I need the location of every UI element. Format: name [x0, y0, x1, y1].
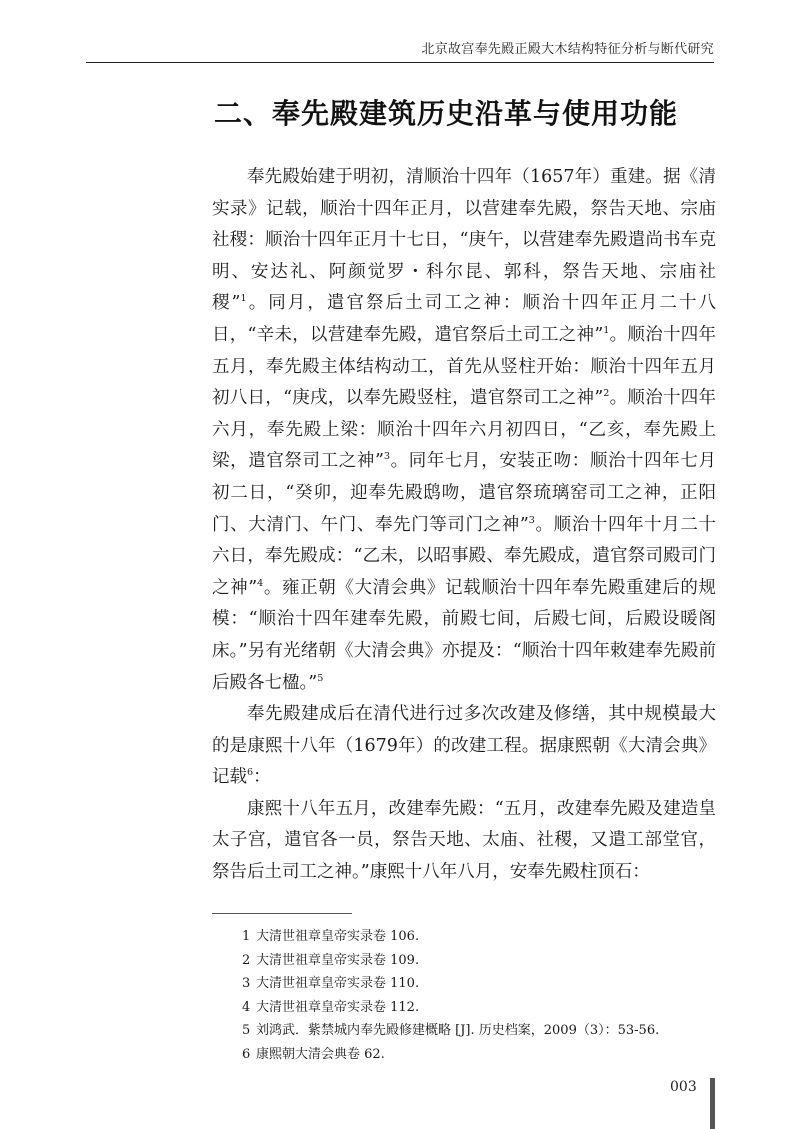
paragraph: [212, 699, 716, 794]
footnote-rule: [212, 913, 352, 914]
footnote-ref[interactable]: 5: [317, 672, 324, 684]
paragraph: [212, 794, 716, 889]
running-header: 北京故宫奉先殿正殿大木结构特征分析与断代研究: [421, 42, 714, 57]
text-run: 康熙十八年五月，改建奉先殿：“五月，改建奉先殿及建造皇太子宫，遣官各一员，祭告天地、太庙、社稷，又遣工部堂官，祭告后土司工之神。”康熙十八年八月，安奉先殿柱顶石：: [212, 798, 716, 883]
footnote-number: 1: [242, 929, 251, 944]
footnote-number: 2: [242, 952, 251, 968]
footnote-text: 大清世祖章皇帝实录卷 110.: [256, 976, 420, 991]
footnote-text: 刘鸿武．紫禁城内奉先殿修建概略 [J]. 历史档案，2009（3）：53-56.: [256, 1023, 660, 1038]
text-run: 奉先殿始建于明初，清顺治十四年（1657年）重建。据《清实录》记载，顺治十四年正月，以营建奉先殿，祭告天地、宗庙社稷：顺治十四年正月十七日，“庚午，以营建奉先殿遣尚书车克明、安达礼、阿颜觉罗・科尔昆、郭科，祭告天地、宗庙社稷”: [212, 167, 716, 314]
footnote-text: 大清世祖章皇帝实录卷 112.: [256, 999, 420, 1015]
footnote: [242, 972, 722, 996]
footnote-text: 大清世祖章皇帝实录卷 106.: [256, 929, 420, 944]
footnote: [242, 949, 722, 973]
footnote-ref[interactable]: 2: [603, 388, 610, 400]
footnote-number: 5: [242, 1023, 251, 1038]
text-run: 。同月，遣官祭后土司工之神：顺治十四年正月二十八日，“辛未，以营建奉先殿，遣官祭后土司工之神”: [212, 293, 717, 345]
footnote-ref[interactable]: 3: [383, 451, 391, 463]
header-rule: [86, 62, 714, 63]
text-run: 奉先殿建成后在清代进行过多次改建及修缮，其中规模最大的是康熙十八年（1679年）的改建工程。据康熙朝《大清会典》记载: [212, 704, 716, 788]
footnote: [242, 1019, 722, 1043]
text-run: 。顺治十四年十月二十六日，奉先殿成：“乙未，以昭事殿、奉先殿成，遣官祭司殿司门之神”: [212, 514, 717, 598]
footnote-ref[interactable]: 3: [528, 514, 535, 526]
footnote-ref[interactable]: 1: [240, 293, 247, 305]
footnote: [242, 925, 722, 949]
page-edge-bar: [710, 1078, 715, 1129]
footnote-ref[interactable]: 6: [247, 767, 254, 779]
footnote-number: 3: [242, 976, 251, 991]
text-run: 。雍正朝《大清会典》记载顺治十四年奉先殿重建后的规模：“顺治十四年建奉先殿，前殿七间，后殿七间，后殿设暖阁床。”另有光绪朝《大清会典》亦提及：“顺治十四年敕建奉先殿前后殿各七楹。”: [212, 577, 717, 693]
footnote-text: 大清世祖章皇帝实录卷 109.: [256, 952, 420, 968]
text-run: 。顺治十四年五月，奉先殿主体结构动工，首先从竖柱开始：顺治十四年五月初八日，“庚戌，以奉先殿竖柱，遣官祭司工之神”: [212, 324, 716, 409]
footnote: [242, 996, 722, 1020]
section-title: 二、奉先殿建筑历史沿革与使用功能: [214, 97, 679, 130]
text-run: ：: [253, 767, 271, 788]
footnote: [242, 1043, 722, 1067]
footnote-ref[interactable]: 1: [603, 325, 610, 337]
footnote-number: 4: [242, 999, 251, 1015]
page-number: 003: [670, 1079, 697, 1095]
footnote-text: 康熙朝大清会典卷 62.: [256, 1046, 385, 1062]
text-run: 。顺治十四年六月，奉先殿上梁：顺治十四年六月初四日，“乙亥，奉先殿上梁，遣官祭司工之神”: [212, 388, 716, 472]
footnotes: [242, 925, 722, 1066]
footnote-ref[interactable]: 4: [257, 577, 264, 589]
text-run: 。同年七月，安装正吻：顺治十四年七月初二日，“癸卯，迎奉先殿鸱吻，遣官祭琉璃窑司工之神，正阳门、大清门、午门、奉先门等司门之神”: [212, 451, 716, 535]
body-text: [212, 162, 716, 889]
paragraph: [212, 162, 716, 699]
footnote-number: 6: [242, 1046, 251, 1062]
